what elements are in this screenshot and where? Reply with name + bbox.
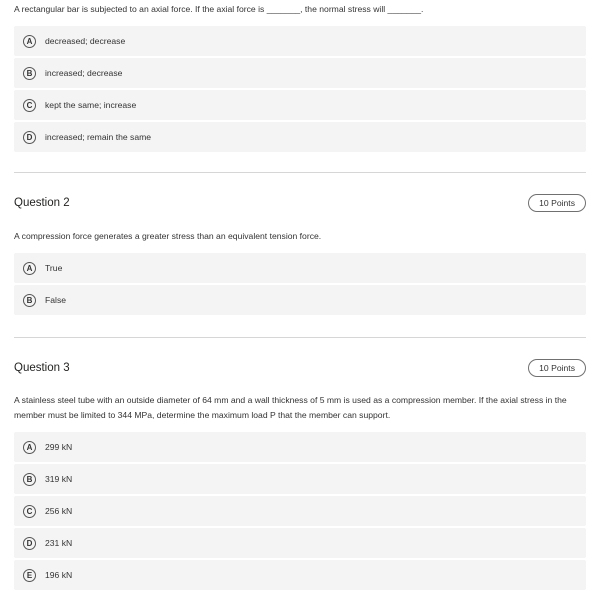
option-letter-badge: B [23,294,36,307]
option-label: 299 kN [45,442,73,452]
option-d[interactable] [14,122,586,152]
option-letter-badge: D [23,537,36,550]
option-letter-badge: C [23,505,36,518]
option-letter-badge: D [23,131,36,144]
option-c[interactable] [14,496,586,526]
question-divider [14,337,586,338]
option-letter-badge: B [23,473,36,486]
option-b[interactable] [14,285,586,315]
option-c[interactable] [14,90,586,120]
option-a[interactable] [14,253,586,283]
option-letter-badge: E [23,569,36,582]
option-letter-badge: A [23,441,36,454]
question-divider [14,172,586,173]
question-3 [14,359,586,590]
option-a[interactable] [14,432,586,462]
question-2 [14,194,586,315]
option-label: True [45,263,63,273]
option-b[interactable] [14,464,586,494]
option-label: 256 kN [45,506,73,516]
option-label: decreased; decrease [45,36,126,46]
option-label: 196 kN [45,570,73,580]
option-label: increased; decrease [45,68,123,78]
question-title: Question 3 [14,362,70,374]
option-letter-badge: A [23,262,36,275]
option-b[interactable] [14,58,586,88]
option-d[interactable] [14,528,586,558]
option-e[interactable] [14,560,586,590]
option-label: False [45,295,67,305]
option-label: kept the same; increase [45,100,137,110]
points-badge: 10 Points [528,359,586,377]
option-letter-badge: B [23,67,36,80]
option-a[interactable] [14,26,586,56]
question-title: Question 2 [14,197,70,209]
option-label: increased; remain the same [45,132,152,142]
question-2-text: A compression force generates a greater stress than an equivalent tension force. [14,231,322,241]
option-label: 319 kN [45,474,73,484]
points-badge: 10 Points [528,194,586,212]
option-label: 231 kN [45,538,73,548]
question-1-text: A rectangular bar is subjected to an axial force. If the axial force is _______, the normal stress will _______. [14,4,424,14]
question-1 [14,2,586,152]
question-3-text: A stainless steel tube with an outside diameter of 64 mm and a wall thickness of 5 mm is used as a compression member. If the axial stress in the member must be limited to 344 MPa, determine the maximum load P that the member can support. [14,395,567,420]
option-letter-badge: C [23,99,36,112]
option-letter-badge: A [23,35,36,48]
